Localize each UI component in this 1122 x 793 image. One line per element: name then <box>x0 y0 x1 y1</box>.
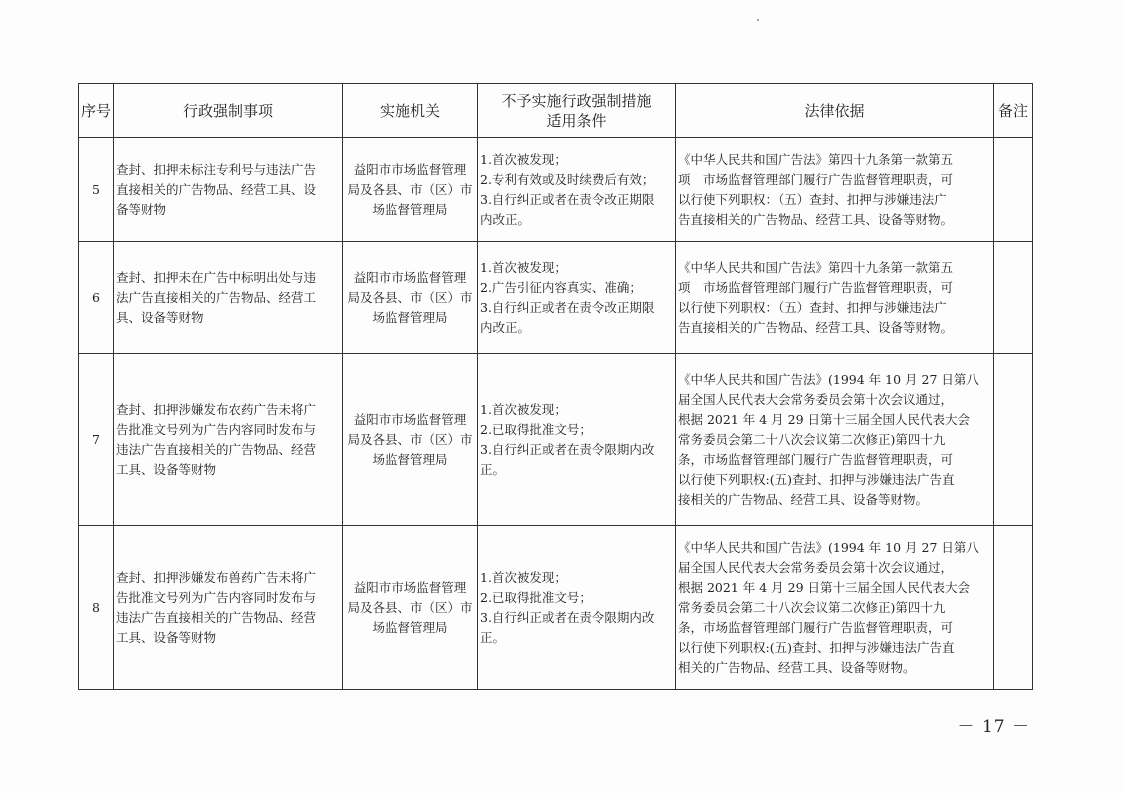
cell-text-line: 场监督管理局 <box>372 309 448 325</box>
cell-law <box>676 138 994 242</box>
cell-item <box>114 526 343 690</box>
cell-text-line: 3.自行纠正或者在责令限期内改 <box>480 441 655 457</box>
cell-text-line: 查封、扣押涉嫌发布兽药广告未将广 <box>116 569 317 585</box>
cell-text-line: 法广告直接相关的广告物品、经营工 <box>116 289 317 305</box>
table-row <box>79 138 1033 242</box>
cell-text-line: 1.首次被发现； <box>480 259 567 275</box>
cell-text-line: 根据 2021 年 4 月 29 日第十三届全国人民代表大会 <box>678 411 971 427</box>
cell-text-line: 益阳市市场监督管理 <box>353 269 467 285</box>
table-row <box>79 242 1033 354</box>
cell-text-line: 查封、扣押未标注专利号与违法广告 <box>116 161 317 177</box>
cell-text-line: 工具、设备等财物 <box>116 461 217 477</box>
cell-condition <box>478 354 676 526</box>
header-condition-line: 适用条件 <box>546 111 607 130</box>
cell-text-line: 《中华人民共和国广告法》(1994 年 10 月 27 日第八 <box>678 539 979 555</box>
table-body <box>79 138 1033 690</box>
scan-speck <box>757 19 759 21</box>
cell-agency <box>343 242 478 354</box>
cell-law <box>676 354 994 526</box>
header-condition-line: 不予实施行政强制措施 <box>501 91 652 110</box>
cell-text-line: 3.自行纠正或者在责令限期内改 <box>480 609 655 625</box>
cell-agency <box>343 138 478 242</box>
cell-text-line: 以行使下列职权:(五)查封、扣押与涉嫌违法广告直 <box>678 639 955 655</box>
cell-text-line: 届全国人民代表大会常务委员会第十次会议通过， <box>678 391 954 407</box>
cell-text-line: 根据 2021 年 4 月 29 日第十三届全国人民代表大会 <box>678 579 971 595</box>
cell-agency <box>343 354 478 526</box>
header-law: 法律依据 <box>676 84 994 138</box>
cell-agency <box>343 526 478 690</box>
header-note: 备注 <box>994 84 1033 138</box>
cell-seq: 5 <box>79 138 114 242</box>
cell-text-line: 常务委员会第二十八次会议第二次修正)第四十九 <box>678 431 946 447</box>
cell-text-line: 工具、设备等财物 <box>116 629 217 645</box>
cell-text-line: 常务委员会第二十八次会议第二次修正)第四十九 <box>678 599 946 615</box>
cell-text-line: 条，市场监督管理部门履行广告监督管理职责，可 <box>678 619 954 635</box>
cell-text-line: 违法广告直接相关的广告物品、经营 <box>116 609 317 625</box>
cell-text-line: 局及各县、市（区）市 <box>347 289 473 305</box>
cell-text-line: 1.首次被发现； <box>480 151 567 167</box>
header-item: 行政强制事项 <box>114 84 343 138</box>
cell-text-line: 告直接相关的广告物品、经营工具、设备等财物。 <box>678 319 954 335</box>
cell-item <box>114 354 343 526</box>
cell-text-line: 以行使下列职权:(五)查封、扣押与涉嫌违法广告直 <box>678 471 955 487</box>
cell-text-line: 2.已取得批准文号； <box>480 589 592 605</box>
cell-text-line: 告直接相关的广告物品、经营工具、设备等财物。 <box>678 211 954 227</box>
cell-note <box>994 526 1033 690</box>
cell-text-line: 1.首次被发现； <box>480 401 567 417</box>
cell-law <box>676 526 994 690</box>
cell-text-line: 直接相关的广告物品、经营工具、设 <box>116 181 317 197</box>
cell-seq: 7 <box>79 354 114 526</box>
cell-text-line: 正。 <box>480 629 506 645</box>
page-number: － 17 － <box>957 717 1030 737</box>
cell-text-line: 场监督管理局 <box>372 201 448 217</box>
cell-text-line: 益阳市市场监督管理 <box>353 411 467 427</box>
cell-text-line: 《中华人民共和国广告法》第四十九条第一款第五 <box>678 151 954 167</box>
header-seq: 序号 <box>79 84 114 138</box>
cell-text-line: 备等财物 <box>116 201 167 217</box>
cell-text-line: 2.专利有效或及时续费后有效； <box>480 171 655 187</box>
cell-condition <box>478 138 676 242</box>
cell-text-line: 内改正。 <box>480 211 531 227</box>
cell-text-line: 项 市场监督管理部门履行广告监督管理职责，可 <box>678 171 954 187</box>
cell-text-line: 接相关的广告物品、经营工具、设备等财物。 <box>678 491 929 507</box>
cell-condition <box>478 526 676 690</box>
cell-text-line: 局及各县、市（区）市 <box>347 599 473 615</box>
cell-text-line: 场监督管理局 <box>372 619 448 635</box>
header-condition <box>478 84 676 138</box>
cell-text-line: 具、设备等财物 <box>116 309 204 325</box>
cell-text-line: 查封、扣押涉嫌发布农药广告未将广 <box>116 401 317 417</box>
cell-condition <box>478 242 676 354</box>
cell-note <box>994 138 1033 242</box>
table-header-row <box>79 84 1033 138</box>
enforcement-table <box>78 83 1033 690</box>
cell-text-line: 告批准文号列为广告内容同时发布与 <box>116 589 317 605</box>
cell-text-line: 《中华人民共和国广告法》(1994 年 10 月 27 日第八 <box>678 371 979 387</box>
cell-text-line: 条，市场监督管理部门履行广告监督管理职责，可 <box>678 451 954 467</box>
cell-law <box>676 242 994 354</box>
cell-text-line: 以行使下列职权：（五）查封、扣押与涉嫌违法广 <box>678 191 947 207</box>
cell-text-line: 益阳市市场监督管理 <box>353 161 467 177</box>
cell-note <box>994 354 1033 526</box>
cell-item <box>114 138 343 242</box>
cell-seq: 8 <box>79 526 114 690</box>
cell-seq: 6 <box>79 242 114 354</box>
cell-text-line: 内改正。 <box>480 319 531 335</box>
cell-text-line: 告批准文号列为广告内容同时发布与 <box>116 421 317 437</box>
header-agency: 实施机关 <box>343 84 478 138</box>
cell-text-line: 相关的广告物品、经营工具、设备等财物。 <box>678 659 916 675</box>
cell-item <box>114 242 343 354</box>
cell-text-line: 1.首次被发现； <box>480 569 567 585</box>
cell-text-line: 以行使下列职权：（五）查封、扣押与涉嫌违法广 <box>678 299 947 315</box>
table-row <box>79 354 1033 526</box>
cell-text-line: 局及各县、市（区）市 <box>347 431 473 447</box>
cell-text-line: 3.自行纠正或者在责令改正期限 <box>480 299 655 315</box>
cell-text-line: 查封、扣押未在广告中标明出处与违 <box>116 269 317 285</box>
cell-text-line: 届全国人民代表大会常务委员会第十次会议通过， <box>678 559 954 575</box>
cell-text-line: 违法广告直接相关的广告物品、经营 <box>116 441 317 457</box>
cell-note <box>994 242 1033 354</box>
cell-text-line: 2.广告引征内容真实、准确； <box>480 279 642 295</box>
cell-text-line: 项 市场监督管理部门履行广告监督管理职责，可 <box>678 279 954 295</box>
cell-text-line: 3.自行纠正或者在责令改正期限 <box>480 191 655 207</box>
cell-text-line: 局及各县、市（区）市 <box>347 181 473 197</box>
cell-text-line: 《中华人民共和国广告法》第四十九条第一款第五 <box>678 259 954 275</box>
cell-text-line: 益阳市市场监督管理 <box>353 579 467 595</box>
table-row <box>79 526 1033 690</box>
cell-text-line: 正。 <box>480 461 506 477</box>
cell-text-line: 2.已取得批准文号； <box>480 421 592 437</box>
cell-text-line: 场监督管理局 <box>372 451 448 467</box>
